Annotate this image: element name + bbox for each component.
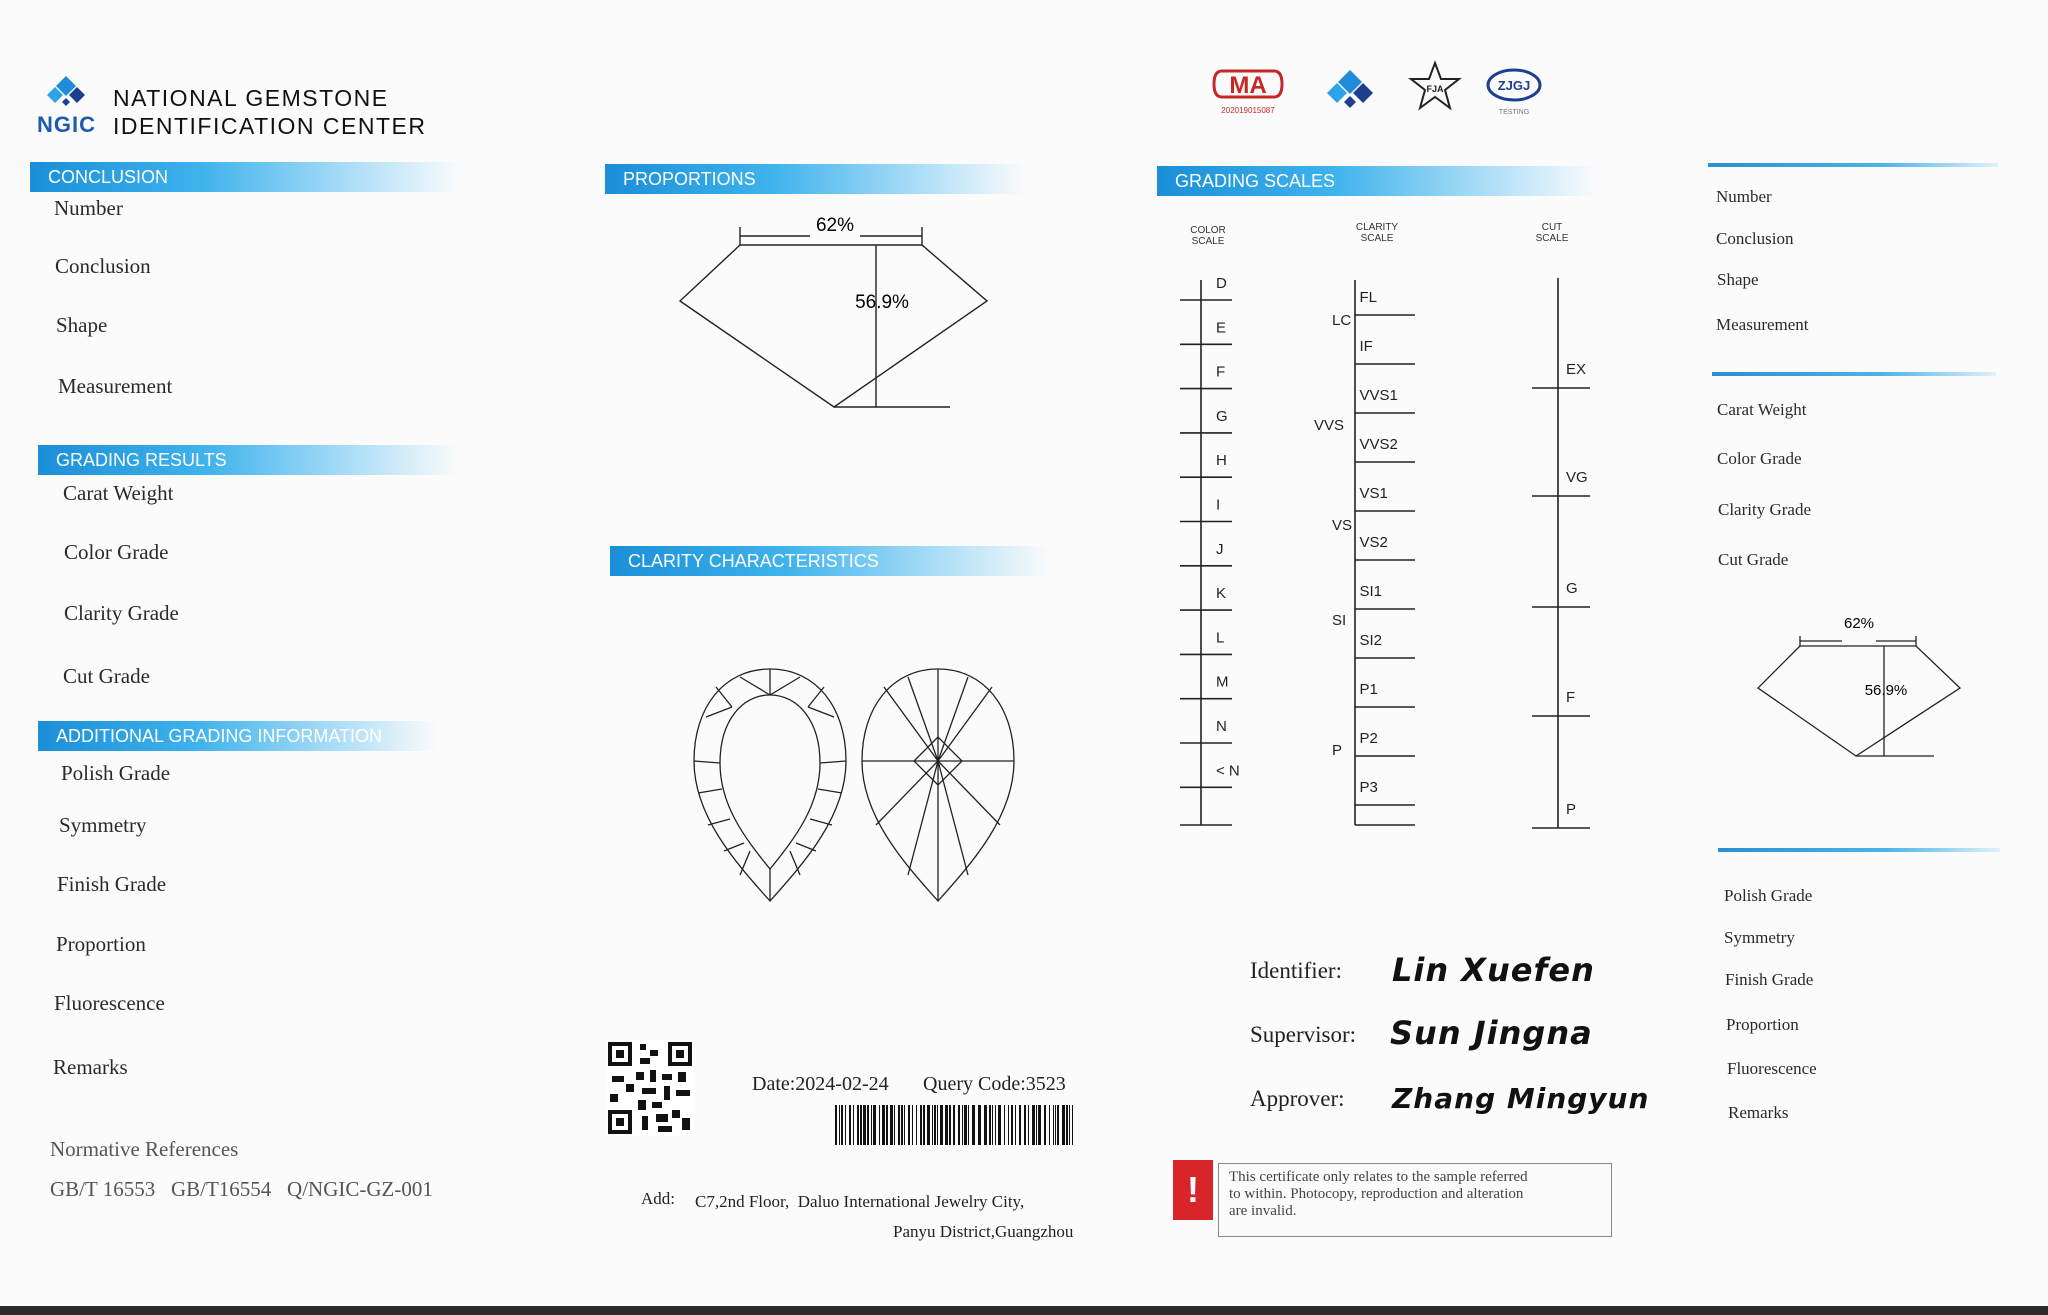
cut-grade-label: P xyxy=(1566,801,1577,818)
color-grade-label: I xyxy=(1216,496,1221,514)
identifier-signature: Lin Xuefen xyxy=(1392,951,1595,989)
clarity-grade-label: IF xyxy=(1359,338,1373,355)
zjgj-badge-text: ZJGJ xyxy=(1497,78,1531,93)
address-line1: C7,2nd Floor, Daluo International Jewelry City, xyxy=(695,1192,1025,1211)
org-name-line2: IDENTIFICATION CENTER xyxy=(113,113,427,139)
card-shape-label: Shape xyxy=(1717,270,1759,289)
clarity-grade-label: SI2 xyxy=(1359,632,1383,649)
references-title: Normative References xyxy=(50,1137,239,1161)
approver-label: Approver: xyxy=(1250,1086,1345,1111)
ma-badge-icon xyxy=(1212,67,1284,101)
fja-badge-icon xyxy=(1408,60,1462,114)
references-codes: GB/T 16553 GB/T16554 Q/NGIC-GZ-001 xyxy=(50,1177,433,1201)
card-symmetry-label: Symmetry xyxy=(1724,928,1795,947)
supervisor-label: Supervisor: xyxy=(1250,1022,1357,1047)
card-table-percent: 62% xyxy=(1843,615,1875,632)
measurement-label: Measurement xyxy=(58,374,173,398)
proportion-label: Proportion xyxy=(56,932,146,956)
card-bottom-rule xyxy=(1718,848,2000,852)
additional-info-banner: ADDITIONAL GRADING INFORMATION xyxy=(38,721,438,751)
clarity-group-label: VS xyxy=(1332,517,1353,534)
clarity-group-label: SI xyxy=(1332,612,1347,629)
clarity-group-label: VVS xyxy=(1314,417,1345,434)
grading-results-banner: GRADING RESULTS xyxy=(38,445,458,475)
cut-grade-label: VG xyxy=(1566,469,1588,486)
card-mid-rule xyxy=(1712,372,1996,376)
color-grade-label: M xyxy=(1216,673,1229,691)
barcode-icon xyxy=(833,1105,1077,1145)
cut-grade-label: EX xyxy=(1566,361,1587,378)
clarity-grade-label: P3 xyxy=(1359,779,1378,796)
color-grade-label: < N xyxy=(1216,762,1240,780)
cut-scale-title: CUT SCALE xyxy=(1535,222,1569,244)
fja-badge-text: FJA xyxy=(1426,84,1444,94)
ma-cert-badge xyxy=(1212,67,1284,115)
clarity-plot-diagram xyxy=(688,665,1028,905)
card-proportions-diagram xyxy=(1752,610,1972,760)
zjgj-badge-icon xyxy=(1485,66,1543,104)
card-polish-label: Polish Grade xyxy=(1724,886,1813,905)
finish-label: Finish Grade xyxy=(57,872,167,896)
address-label: Add: xyxy=(641,1189,675,1208)
color-grade-label: K xyxy=(1216,585,1227,603)
zjgj-sub: TESTING xyxy=(1498,109,1530,116)
color-grade-label: E xyxy=(1216,319,1227,337)
grading-scales-banner: GRADING SCALES xyxy=(1157,166,1597,196)
proportions-banner: PROPORTIONS xyxy=(605,164,1025,194)
clarity-grade-label: FL xyxy=(1359,289,1378,306)
color-label: Color Grade xyxy=(64,540,169,564)
card-top-rule xyxy=(1708,163,1998,167)
card-number-label: Number xyxy=(1716,187,1772,206)
warning-icon: ! xyxy=(1173,1160,1213,1220)
ma-badge-text: MA xyxy=(1229,72,1267,99)
conclusion-label: Conclusion xyxy=(55,254,151,278)
zjgj-badge xyxy=(1485,66,1543,116)
shape-label: Shape xyxy=(56,313,108,337)
grading-scales-diagram xyxy=(1170,270,1610,840)
depth-percent: 56.9% xyxy=(855,292,909,313)
supervisor-signature: Sun Jingna xyxy=(1390,1014,1593,1052)
ma-number: 202019015087 xyxy=(1221,106,1275,115)
org-name-line1: NATIONAL GEMSTONE xyxy=(113,85,389,111)
clarity-label: Clarity Grade xyxy=(64,601,179,625)
color-grade-label: L xyxy=(1216,629,1225,647)
proportions-diagram xyxy=(670,205,1000,415)
carat-label: Carat Weight xyxy=(63,481,174,505)
color-grade-label: F xyxy=(1216,363,1226,381)
card-finish-label: Finish Grade xyxy=(1725,970,1814,989)
card-clarity-label: Clarity Grade xyxy=(1718,500,1811,519)
clarity-group-label: LC xyxy=(1332,312,1352,329)
cut-grade-label: F xyxy=(1566,689,1576,706)
card-fluorescence-label: Fluorescence xyxy=(1727,1059,1817,1078)
conclusion-banner: CONCLUSION xyxy=(30,162,460,192)
query-code: Query Code:3523 xyxy=(923,1073,1066,1095)
symmetry-label: Symmetry xyxy=(59,813,147,837)
address-line2: Panyu District,Guangzhou xyxy=(893,1222,1074,1241)
disclaimer-line1: This certificate only relates to the sample referred xyxy=(1229,1169,1528,1185)
identifier-label: Identifier: xyxy=(1250,958,1342,983)
clarity-grade-label: VVS2 xyxy=(1359,436,1398,453)
number-label: Number xyxy=(54,196,123,220)
clarity-banner: CLARITY CHARACTERISTICS xyxy=(610,546,1050,576)
card-measurement-label: Measurement xyxy=(1716,315,1809,334)
issue-date: Date:2024-02-24 xyxy=(752,1073,889,1095)
clarity-scale-title: CLARITY SCALE xyxy=(1355,222,1399,244)
remarks-label: Remarks xyxy=(53,1055,128,1079)
approver-signature: Zhang Mingyun xyxy=(1392,1082,1650,1115)
clarity-grade-label: P1 xyxy=(1359,681,1378,698)
clarity-grade-label: VS2 xyxy=(1359,534,1388,551)
card-carat-label: Carat Weight xyxy=(1717,400,1807,419)
clarity-grade-label: VVS1 xyxy=(1359,387,1398,404)
cut-label: Cut Grade xyxy=(63,664,150,688)
color-grade-label: J xyxy=(1216,540,1224,558)
polish-label: Polish Grade xyxy=(61,761,171,785)
logo-text: NGIC xyxy=(37,112,96,137)
ngic-badge-icon xyxy=(1320,68,1380,116)
color-scale-title: COLOR SCALE xyxy=(1190,225,1226,247)
card-cut-label: Cut Grade xyxy=(1718,550,1789,569)
card-depth-percent: 56.9% xyxy=(1864,682,1908,699)
card-proportion-label: Proportion xyxy=(1726,1015,1799,1034)
card-remarks-label: Remarks xyxy=(1728,1103,1789,1122)
clarity-grade-label: P2 xyxy=(1359,730,1378,747)
cut-grade-label: G xyxy=(1566,580,1578,597)
color-grade-label: N xyxy=(1216,718,1227,735)
disclaimer-line3: are invalid. xyxy=(1229,1203,1297,1219)
disclaimer-box xyxy=(1218,1163,1612,1237)
pear-crown-view xyxy=(694,669,846,901)
clarity-group-label: P xyxy=(1332,742,1343,759)
ngic-logo-icon xyxy=(36,74,96,112)
color-grade-label: H xyxy=(1216,452,1227,470)
color-grade-label: D xyxy=(1216,275,1227,292)
card-color-label: Color Grade xyxy=(1717,449,1802,468)
clarity-grade-label: VS1 xyxy=(1359,485,1388,502)
qr-code-icon xyxy=(606,1040,694,1136)
color-grade-label: G xyxy=(1216,407,1228,425)
card-conclusion-label: Conclusion xyxy=(1716,229,1794,248)
clarity-grade-label: SI1 xyxy=(1359,583,1383,600)
pear-pavilion-view xyxy=(862,669,1014,901)
disclaimer-line2: to within. Photocopy, reproduction and alteration xyxy=(1229,1186,1524,1202)
table-percent: 62% xyxy=(815,215,855,236)
fluorescence-label: Fluorescence xyxy=(54,991,165,1015)
